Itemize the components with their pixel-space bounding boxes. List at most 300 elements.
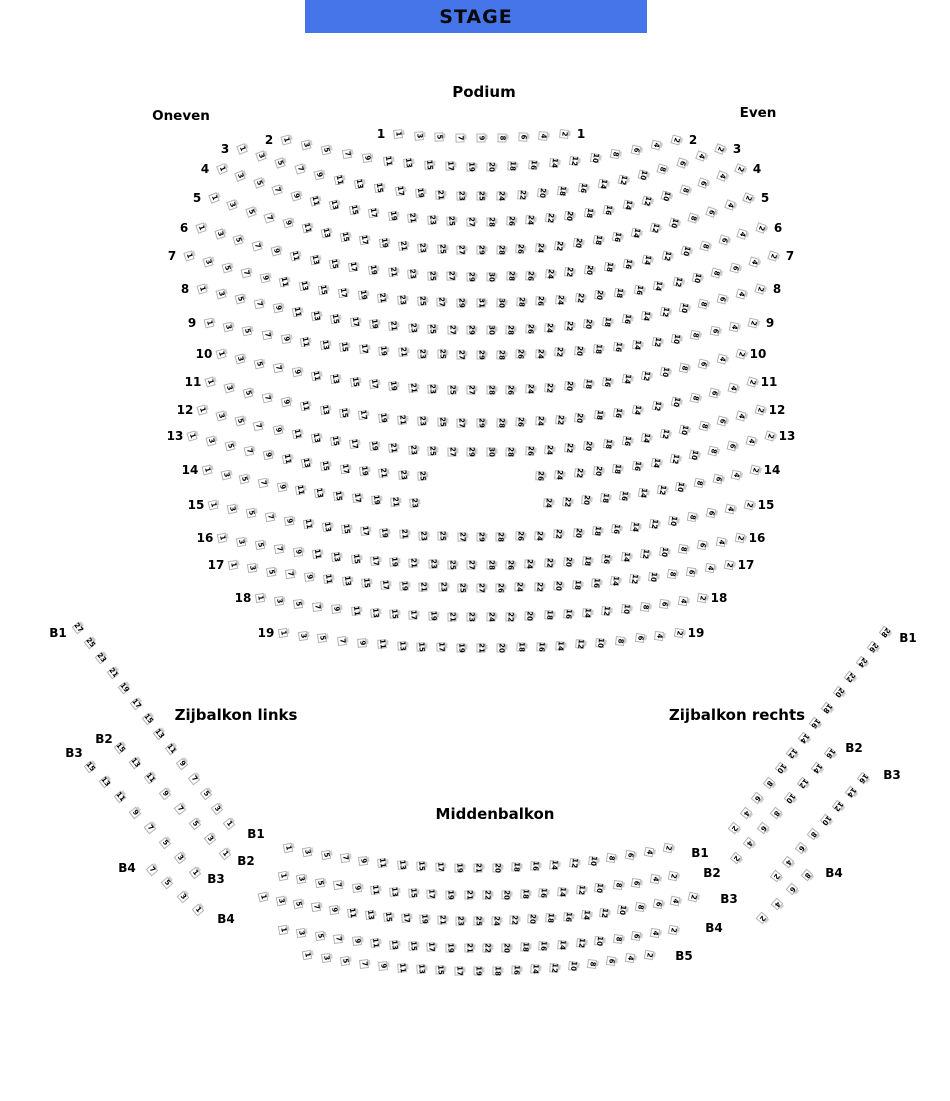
seat[interactable] <box>697 540 707 550</box>
seat[interactable] <box>276 481 286 491</box>
seat[interactable] <box>320 850 330 860</box>
seat[interactable] <box>516 643 525 652</box>
seat[interactable] <box>594 883 604 893</box>
seat[interactable] <box>536 296 546 306</box>
seat[interactable] <box>234 354 245 365</box>
seat[interactable] <box>501 943 510 952</box>
seat[interactable] <box>613 880 623 890</box>
seat[interactable] <box>466 162 475 171</box>
seat[interactable] <box>275 158 286 169</box>
seat[interactable] <box>622 374 632 384</box>
seat[interactable] <box>606 853 616 863</box>
seat[interactable] <box>615 636 625 646</box>
seat[interactable] <box>668 218 679 229</box>
seat[interactable] <box>447 612 456 621</box>
seat[interactable] <box>695 151 707 163</box>
seat[interactable] <box>222 818 235 831</box>
seat[interactable] <box>447 217 456 226</box>
seat[interactable] <box>612 464 622 474</box>
seat[interactable] <box>512 863 521 872</box>
seat[interactable] <box>535 243 545 253</box>
seat[interactable] <box>258 478 269 489</box>
seat[interactable] <box>756 822 769 835</box>
seat[interactable] <box>457 298 466 307</box>
seat[interactable] <box>397 295 407 305</box>
seat[interactable] <box>233 235 244 246</box>
seat[interactable] <box>632 404 642 414</box>
seat[interactable] <box>418 531 427 540</box>
seat[interactable] <box>383 156 393 166</box>
seat[interactable] <box>211 803 224 816</box>
seat[interactable] <box>417 349 426 358</box>
seat[interactable] <box>650 140 661 151</box>
seat[interactable] <box>679 425 690 436</box>
seat[interactable] <box>377 639 387 649</box>
seat[interactable] <box>556 641 566 651</box>
seat[interactable] <box>668 871 679 882</box>
seat[interactable] <box>403 158 413 168</box>
seat[interactable] <box>640 602 650 612</box>
seat[interactable] <box>437 916 446 925</box>
seat[interactable] <box>810 762 823 775</box>
seat[interactable] <box>622 314 632 324</box>
seat[interactable] <box>587 959 597 969</box>
seat[interactable] <box>359 235 369 245</box>
seat[interactable] <box>255 151 267 163</box>
seat[interactable] <box>389 940 399 950</box>
seat[interactable] <box>588 856 598 866</box>
seat[interactable] <box>348 262 358 272</box>
seat[interactable] <box>408 888 418 898</box>
seat[interactable] <box>602 377 612 387</box>
seat[interactable] <box>262 450 273 461</box>
seat[interactable] <box>467 385 476 394</box>
seat[interactable] <box>601 554 611 564</box>
seat[interactable] <box>341 524 351 534</box>
seat[interactable] <box>129 757 142 770</box>
seat[interactable] <box>594 290 604 300</box>
seat[interactable] <box>427 324 436 333</box>
seat[interactable] <box>545 213 555 223</box>
seat[interactable] <box>477 246 486 255</box>
seat[interactable] <box>243 446 254 457</box>
seat[interactable] <box>416 964 426 974</box>
seat[interactable] <box>196 404 207 415</box>
seat[interactable] <box>321 953 331 963</box>
seat[interactable] <box>174 802 187 815</box>
seat[interactable] <box>506 217 515 226</box>
seat[interactable] <box>474 967 483 976</box>
seat[interactable] <box>281 333 291 343</box>
seat[interactable] <box>705 563 715 573</box>
seat[interactable] <box>594 936 604 946</box>
seat[interactable] <box>727 441 738 452</box>
seat[interactable] <box>497 191 506 200</box>
seat[interactable] <box>315 931 325 941</box>
seat[interactable] <box>239 474 250 485</box>
seat[interactable] <box>358 856 368 866</box>
seat[interactable] <box>388 443 398 453</box>
seat[interactable] <box>659 546 669 556</box>
seat[interactable] <box>408 383 418 393</box>
seat[interactable] <box>621 604 631 614</box>
seat[interactable] <box>264 212 275 223</box>
seat[interactable] <box>349 438 359 448</box>
seat[interactable] <box>690 330 700 340</box>
seat[interactable] <box>687 512 698 523</box>
seat[interactable] <box>525 324 534 333</box>
seat[interactable] <box>428 384 437 393</box>
seat[interactable] <box>245 206 256 217</box>
seat[interactable] <box>415 188 425 198</box>
seat[interactable] <box>564 381 574 391</box>
seat[interactable] <box>783 792 796 805</box>
seat[interactable] <box>285 569 295 579</box>
seat[interactable] <box>95 652 108 665</box>
seat[interactable] <box>591 578 601 588</box>
seat[interactable] <box>583 441 593 451</box>
seat[interactable] <box>486 612 495 621</box>
seat[interactable] <box>671 397 682 408</box>
seat[interactable] <box>575 639 585 649</box>
seat[interactable] <box>279 277 290 288</box>
seat[interactable] <box>300 337 310 347</box>
seat[interactable] <box>506 325 515 334</box>
seat[interactable] <box>512 966 521 975</box>
seat[interactable] <box>208 500 219 511</box>
seat[interactable] <box>409 498 419 508</box>
seat[interactable] <box>539 941 549 951</box>
seat[interactable] <box>690 392 701 403</box>
seat[interactable] <box>378 858 388 868</box>
seat[interactable] <box>272 363 283 374</box>
seat[interactable] <box>388 321 398 331</box>
seat[interactable] <box>717 415 728 426</box>
seat[interactable] <box>106 667 119 680</box>
seat[interactable] <box>557 186 567 196</box>
seat[interactable] <box>657 164 668 175</box>
seat[interactable] <box>296 874 306 884</box>
seat[interactable] <box>619 491 629 501</box>
seat[interactable] <box>653 281 664 292</box>
seat[interactable] <box>711 267 722 278</box>
seat[interactable] <box>301 458 311 468</box>
seat[interactable] <box>763 777 776 790</box>
seat[interactable] <box>531 964 541 974</box>
seat[interactable] <box>205 436 216 447</box>
seat[interactable] <box>527 915 536 924</box>
seat[interactable] <box>266 566 276 576</box>
seat[interactable] <box>516 350 525 359</box>
seat[interactable] <box>437 244 446 253</box>
seat[interactable] <box>435 132 444 141</box>
seat[interactable] <box>455 916 464 925</box>
seat[interactable] <box>357 638 367 648</box>
seat[interactable] <box>333 934 343 944</box>
seat[interactable] <box>670 454 681 465</box>
seat[interactable] <box>515 532 524 541</box>
seat[interactable] <box>393 129 403 139</box>
seat[interactable] <box>176 890 189 903</box>
seat[interactable] <box>572 580 582 590</box>
seat[interactable] <box>613 408 623 418</box>
seat[interactable] <box>545 913 555 923</box>
seat[interactable] <box>252 240 263 251</box>
seat[interactable] <box>301 140 312 151</box>
seat[interactable] <box>477 351 486 360</box>
seat[interactable] <box>274 596 284 606</box>
seat[interactable] <box>351 606 361 616</box>
seat[interactable] <box>797 731 810 744</box>
seat[interactable] <box>486 447 495 456</box>
seat[interactable] <box>339 342 349 352</box>
seat[interactable] <box>844 786 857 799</box>
seat[interactable] <box>282 218 293 229</box>
seat[interactable] <box>593 466 603 476</box>
seat[interactable] <box>261 330 271 340</box>
seat[interactable] <box>369 441 379 451</box>
seat[interactable] <box>330 314 340 324</box>
seat[interactable] <box>245 508 256 519</box>
seat[interactable] <box>161 877 174 890</box>
seat[interactable] <box>428 559 437 568</box>
seat[interactable] <box>407 269 417 279</box>
seat[interactable] <box>445 890 454 899</box>
seat[interactable] <box>712 474 723 485</box>
seat[interactable] <box>223 382 234 393</box>
seat[interactable] <box>477 584 486 593</box>
seat[interactable] <box>714 143 726 155</box>
seat[interactable] <box>603 438 613 448</box>
seat[interactable] <box>635 633 645 643</box>
seat[interactable] <box>358 410 368 420</box>
seat[interactable] <box>557 887 567 897</box>
seat[interactable] <box>534 531 543 540</box>
seat[interactable] <box>331 604 341 614</box>
seat[interactable] <box>649 519 659 529</box>
seat[interactable] <box>593 235 603 245</box>
seat[interactable] <box>595 638 605 648</box>
seat[interactable] <box>801 869 814 882</box>
seat[interactable] <box>240 267 251 278</box>
seat[interactable] <box>457 418 466 427</box>
seat[interactable] <box>592 526 602 536</box>
seat[interactable] <box>419 582 428 591</box>
seat[interactable] <box>581 910 591 920</box>
seat[interactable] <box>437 417 446 426</box>
seat[interactable] <box>698 178 710 190</box>
seat[interactable] <box>648 572 658 582</box>
seat[interactable] <box>573 238 583 248</box>
seat[interactable] <box>736 410 747 421</box>
seat[interactable] <box>357 290 367 300</box>
seat[interactable] <box>301 847 312 858</box>
seat[interactable] <box>408 941 418 951</box>
seat[interactable] <box>281 397 292 408</box>
seat[interactable] <box>352 883 362 893</box>
seat[interactable] <box>365 910 375 920</box>
seat[interactable] <box>506 385 515 394</box>
seat[interactable] <box>716 171 728 183</box>
seat[interactable] <box>467 217 476 226</box>
seat[interactable] <box>457 532 466 541</box>
seat[interactable] <box>309 255 320 266</box>
seat[interactable] <box>554 470 564 480</box>
seat[interactable] <box>857 772 870 785</box>
seat[interactable] <box>312 549 322 559</box>
seat[interactable] <box>337 636 347 646</box>
seat[interactable] <box>220 469 231 480</box>
seat[interactable] <box>525 559 534 568</box>
seat[interactable] <box>350 377 360 387</box>
seat[interactable] <box>397 641 407 651</box>
seat[interactable] <box>767 250 778 261</box>
seat[interactable] <box>290 250 301 261</box>
seat[interactable] <box>563 912 573 922</box>
seat[interactable] <box>424 160 434 170</box>
seat[interactable] <box>543 498 553 508</box>
seat[interactable] <box>516 417 525 426</box>
seat[interactable] <box>656 485 666 495</box>
seat[interactable] <box>272 184 283 195</box>
seat[interactable] <box>555 348 565 358</box>
seat[interactable] <box>408 323 418 333</box>
seat[interactable] <box>735 533 746 544</box>
seat[interactable] <box>359 344 369 354</box>
seat[interactable] <box>649 874 659 884</box>
seat[interactable] <box>378 346 388 356</box>
seat[interactable] <box>699 240 710 251</box>
seat[interactable] <box>729 852 742 865</box>
seat[interactable] <box>584 265 594 275</box>
seat[interactable] <box>258 892 269 903</box>
seat[interactable] <box>509 916 518 925</box>
seat[interactable] <box>520 889 529 898</box>
seat[interactable] <box>304 572 314 582</box>
seat[interactable] <box>311 370 321 380</box>
seat[interactable] <box>698 358 709 369</box>
seat[interactable] <box>735 348 746 359</box>
seat[interactable] <box>756 912 769 925</box>
seat[interactable] <box>824 747 837 760</box>
seat[interactable] <box>563 557 573 567</box>
seat[interactable] <box>298 631 308 641</box>
seat[interactable] <box>427 271 437 281</box>
seat[interactable] <box>219 848 232 861</box>
seat[interactable] <box>538 131 548 141</box>
seat[interactable] <box>640 549 650 559</box>
seat[interactable] <box>447 325 456 334</box>
seat[interactable] <box>146 864 159 877</box>
seat[interactable] <box>378 413 388 423</box>
seat[interactable] <box>278 925 288 935</box>
seat[interactable] <box>568 961 578 971</box>
seat[interactable] <box>603 262 613 272</box>
seat[interactable] <box>487 162 496 171</box>
seat[interactable] <box>493 966 502 975</box>
seat[interactable] <box>417 296 427 306</box>
seat[interactable] <box>409 611 418 620</box>
seat[interactable] <box>698 299 709 310</box>
seat[interactable] <box>590 153 600 163</box>
seat[interactable] <box>535 416 545 426</box>
seat[interactable] <box>317 633 327 643</box>
seat[interactable] <box>583 379 593 389</box>
seat[interactable] <box>486 560 495 569</box>
seat[interactable] <box>464 890 473 899</box>
seat[interactable] <box>505 612 514 621</box>
seat[interactable] <box>378 961 388 971</box>
seat[interactable] <box>659 599 669 609</box>
seat[interactable] <box>349 317 359 327</box>
seat[interactable] <box>486 325 495 334</box>
seat[interactable] <box>359 466 369 476</box>
seat[interactable] <box>724 199 736 211</box>
seat[interactable] <box>610 149 621 160</box>
seat[interactable] <box>221 262 232 273</box>
seat[interactable] <box>454 863 463 872</box>
seat[interactable] <box>368 208 378 218</box>
seat[interactable] <box>310 195 321 206</box>
seat[interactable] <box>330 436 340 446</box>
seat[interactable] <box>844 671 857 684</box>
seat[interactable] <box>271 246 282 257</box>
seat[interactable] <box>821 701 834 714</box>
seat[interactable] <box>496 532 505 541</box>
seat[interactable] <box>706 206 717 217</box>
seat[interactable] <box>377 293 387 303</box>
seat[interactable] <box>544 383 554 393</box>
seat[interactable] <box>399 530 409 540</box>
seat[interactable] <box>202 256 213 267</box>
seat[interactable] <box>563 609 573 619</box>
seat[interactable] <box>320 227 331 238</box>
seat[interactable] <box>667 569 677 579</box>
seat[interactable] <box>770 807 783 820</box>
seat[interactable] <box>223 322 234 333</box>
seat[interactable] <box>518 132 527 141</box>
seat[interactable] <box>797 777 810 790</box>
seat[interactable] <box>832 686 845 699</box>
seat[interactable] <box>300 401 311 412</box>
seat[interactable] <box>535 472 545 482</box>
seat[interactable] <box>528 160 538 170</box>
seat[interactable] <box>631 931 641 941</box>
seat[interactable] <box>486 217 495 226</box>
seat[interactable] <box>691 272 702 283</box>
seat[interactable] <box>435 190 445 200</box>
seat[interactable] <box>578 183 588 193</box>
seat[interactable] <box>378 238 388 248</box>
seat[interactable] <box>419 915 428 924</box>
seat[interactable] <box>633 284 643 294</box>
seat[interactable] <box>416 861 426 871</box>
seat[interactable] <box>525 271 535 281</box>
seat[interactable] <box>204 318 215 329</box>
seat[interactable] <box>383 912 393 922</box>
seat[interactable] <box>625 850 635 860</box>
seat[interactable] <box>341 149 352 160</box>
seat[interactable] <box>565 267 575 277</box>
seat[interactable] <box>114 791 127 804</box>
seat[interactable] <box>189 818 202 831</box>
seat[interactable] <box>769 870 782 883</box>
seat[interactable] <box>641 311 651 321</box>
seat[interactable] <box>641 432 651 442</box>
seat[interactable] <box>323 574 333 584</box>
seat[interactable] <box>118 682 131 695</box>
seat[interactable] <box>427 446 436 455</box>
